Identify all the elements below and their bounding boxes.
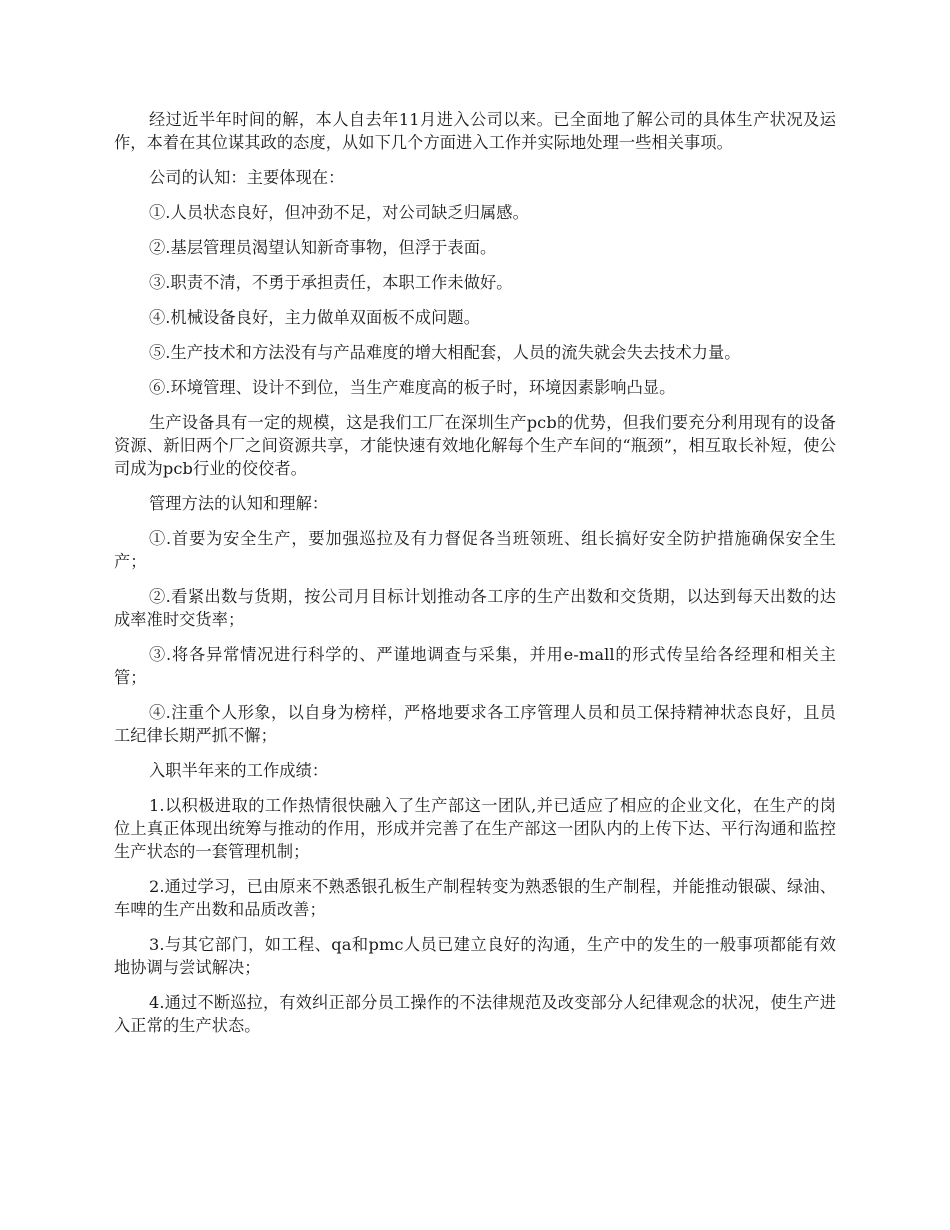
document-body <box>114 108 836 1049</box>
list-item: 3.与其它部门，如工程、qa和pmc人员已建立良好的沟通，生产中的发生的一般事项都能有效地协调与尝试解决； <box>114 935 836 977</box>
paragraph-equipment: 生产设备具有一定的规模，这是我们工厂在深圳生产pcb的优势，但我们要充分利用现有的设备资源、新旧两个厂之间资源共享，才能快速有效地化解每个生产车间的“瓶颈”，相互取长补短，使公司成为pcb行业的佼佼者。 <box>114 413 836 478</box>
list-item: ①.人员状态良好，但冲劲不足，对公司缺乏归属感。 <box>149 203 529 222</box>
list-item: 2.通过学习，已由原来不熟悉银孔板生产制程转变为熟悉银的生产制程，并能推动银碳、绿油、车啤的生产出数和品质改善； <box>114 877 836 919</box>
heading-achievements: 入职半年来的工作成绩： <box>149 761 329 780</box>
list-item: ③.将各异常情况进行科学的、严谨地调查与采集，并用e-mall的形式传呈给各经理和相关主管； <box>114 645 836 687</box>
list-item: 4.通过不断巡拉，有效纠正部分员工操作的不法律规范及改变部分人纪律观念的状况，使生产进入正常的生产状态。 <box>114 993 836 1035</box>
list-item: ⑤.生产技术和方法没有与产品难度的增大相配套，人员的流失就会失去技术力量。 <box>149 343 741 362</box>
list-item: ⑥.环境管理、设计不到位，当生产难度高的板子时，环境因素影响凸显。 <box>149 378 676 397</box>
paragraph-intro: 经过近半年时间的解，本人自去年11月进入公司以来。已全面地了解公司的具体生产状况及运作，本着在其位谋其政的态度，从如下几个方面进入工作并实际地处理一些相关事项。 <box>114 110 836 152</box>
list-item: ②.基层管理员渴望认知新奇事物，但浮于表面。 <box>149 238 497 257</box>
list-item: ④.机械设备良好，主力做单双面板不成问题。 <box>149 308 480 327</box>
list-item: 1.以积极进取的工作热情很快融入了生产部这一团队,并已适应了相应的企业文化，在生产的岗位上真正体现出统筹与推动的作用，形成并完善了在生产部这一团队内的上传下达、平行沟通和监控生产状态的一套管理机制； <box>114 796 836 861</box>
heading-company-cognition: 公司的认知：主要体现在： <box>149 168 345 187</box>
heading-management-methods: 管理方法的认知和理解： <box>149 494 329 513</box>
list-item: ②.看紧出数与货期，按公司月目标计划推动各工序的生产出数和交货期，以达到每天出数的达成率准时交货率； <box>114 587 836 629</box>
list-item: ④.注重个人形象，以自身为榜样，严格地要求各工序管理人员和员工保持精神状态良好，且员工纪律长期严抓不懈； <box>114 703 836 745</box>
list-item: ③.职责不清，不勇于承担责任，本职工作未做好。 <box>149 273 513 292</box>
list-item: ①.首要为安全生产，要加强巡拉及有力督促各当班领班、组长搞好安全防护措施确保安全生产； <box>114 529 836 571</box>
